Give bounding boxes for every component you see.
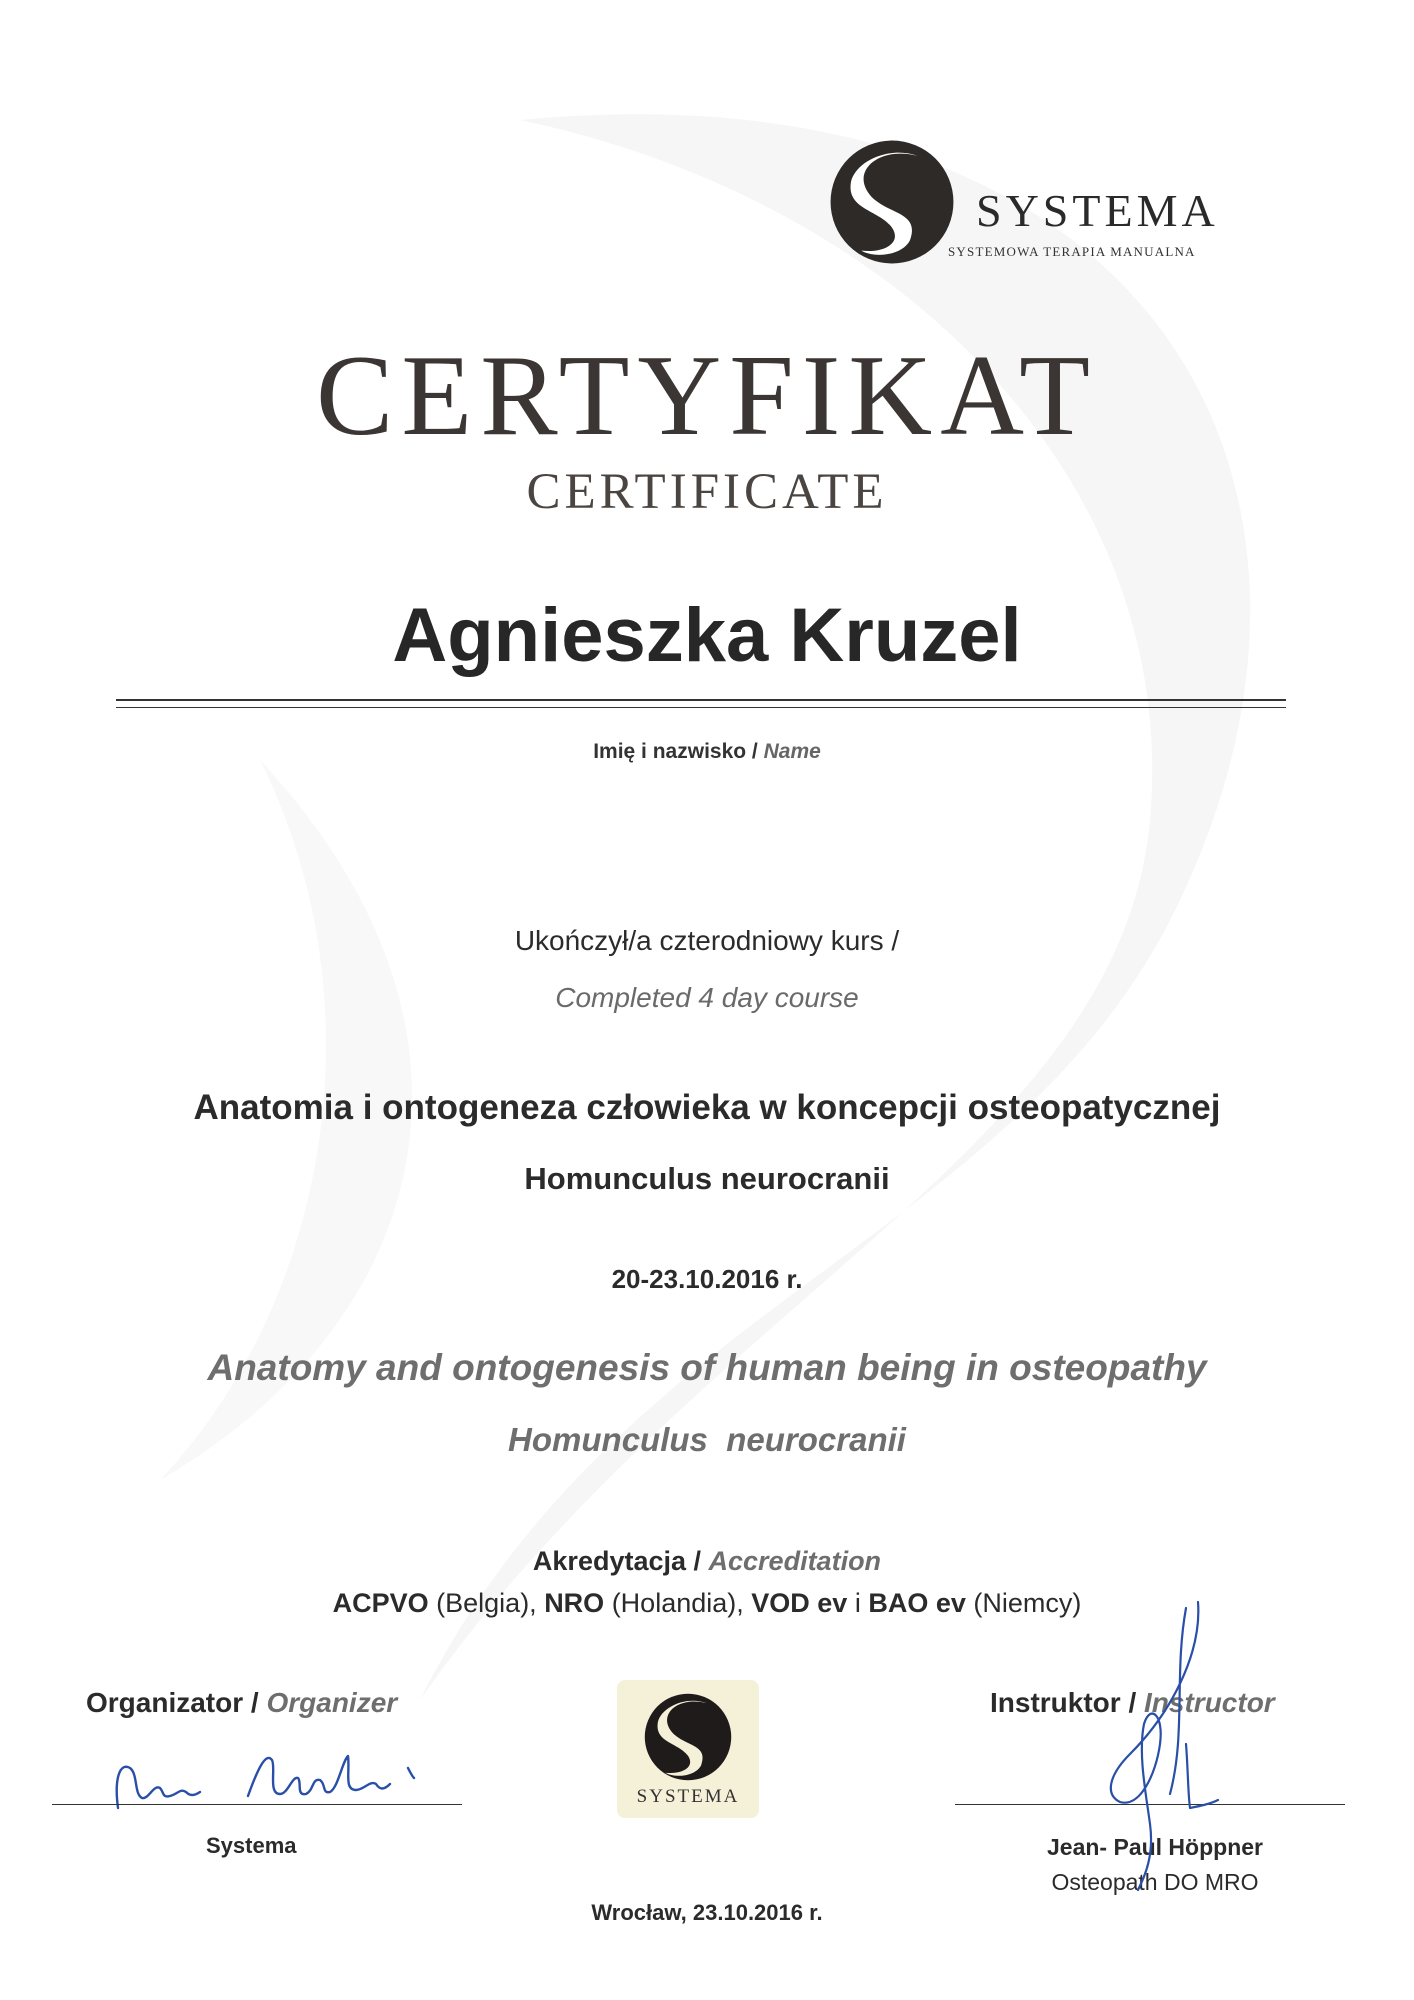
instructor-title: Osteopath DO MRO: [1051, 1869, 1259, 1895]
accreditation-body-abbr: NRO: [544, 1588, 605, 1618]
organizer-label-pl: Organizator /: [86, 1687, 267, 1718]
systema-stamp-icon: [641, 1690, 735, 1784]
logo-wordmark: SYSTEMA: [976, 185, 1219, 236]
instructor-label-pl: Instruktor /: [990, 1687, 1145, 1718]
place-and-date: Wrocław, 23.10.2016 r.: [591, 1900, 823, 1925]
organizer-signature-line: [52, 1804, 462, 1805]
accreditation-label-en: Accreditation: [708, 1546, 882, 1576]
systema-stamp: [617, 1680, 759, 1818]
course-title-en: Anatomy and ontogenesis of human being in osteopathy: [207, 1347, 1207, 1388]
instructor-signature: [1090, 1594, 1230, 1894]
accreditation-body-abbr: BAO ev: [868, 1588, 966, 1618]
course-subtitle-pl: Homunculus neurocranii: [524, 1161, 890, 1196]
instructor-label-en: Instructor: [1144, 1687, 1275, 1718]
systema-logo: [828, 138, 1228, 268]
organizer-signature: [108, 1738, 448, 1818]
accreditation-body-country: (Belgia),: [428, 1588, 545, 1618]
recipient-name: Agnieszka Kruzel: [392, 593, 1022, 678]
certificate-subtitle: CERTIFICATE: [526, 464, 888, 520]
completion-text-pl: Ukończył/a czterodniowy kurs /: [514, 925, 900, 956]
accreditation-body-country: (Niemcy): [965, 1588, 1082, 1618]
course-date: 20-23.10.2016 r.: [611, 1264, 803, 1294]
accreditation-body-abbr: ACPVO: [332, 1588, 429, 1618]
completion-text-en: Completed 4 day course: [555, 982, 859, 1013]
instructor-name: Jean- Paul Höppner: [1047, 1834, 1263, 1860]
certificate-title: CERTYFIKAT: [316, 332, 1098, 460]
course-title-pl: Anatomia i ontogeneza człowieka w koncepcji osteopatycznej: [193, 1088, 1221, 1127]
accreditation-body-abbr: VOD ev: [751, 1588, 848, 1618]
organizer-label: [86, 1687, 397, 1719]
name-underline: [116, 699, 1286, 708]
accreditation-label: [0, 1546, 1414, 1577]
organizer-label-en: Organizer: [266, 1687, 398, 1718]
name-caption-en: Name: [763, 740, 821, 763]
accreditation-label-pl: Akredytacja /: [532, 1546, 709, 1576]
name-caption-pl: Imię i nazwisko /: [593, 740, 764, 763]
stamp-wordmark: SYSTEMA: [636, 1786, 740, 1807]
accreditation-body-country: i: [847, 1588, 869, 1618]
accreditation-body-country: (Holandia),: [604, 1588, 752, 1618]
name-caption: [0, 740, 1414, 764]
course-subtitle-en: Homunculus neurocranii: [508, 1421, 906, 1458]
logo-tagline: SYSTEMOWA TERAPIA MANUALNA: [948, 244, 1196, 259]
systema-logo-icon: [828, 138, 956, 266]
organizer-name: Systema: [206, 1833, 297, 1858]
